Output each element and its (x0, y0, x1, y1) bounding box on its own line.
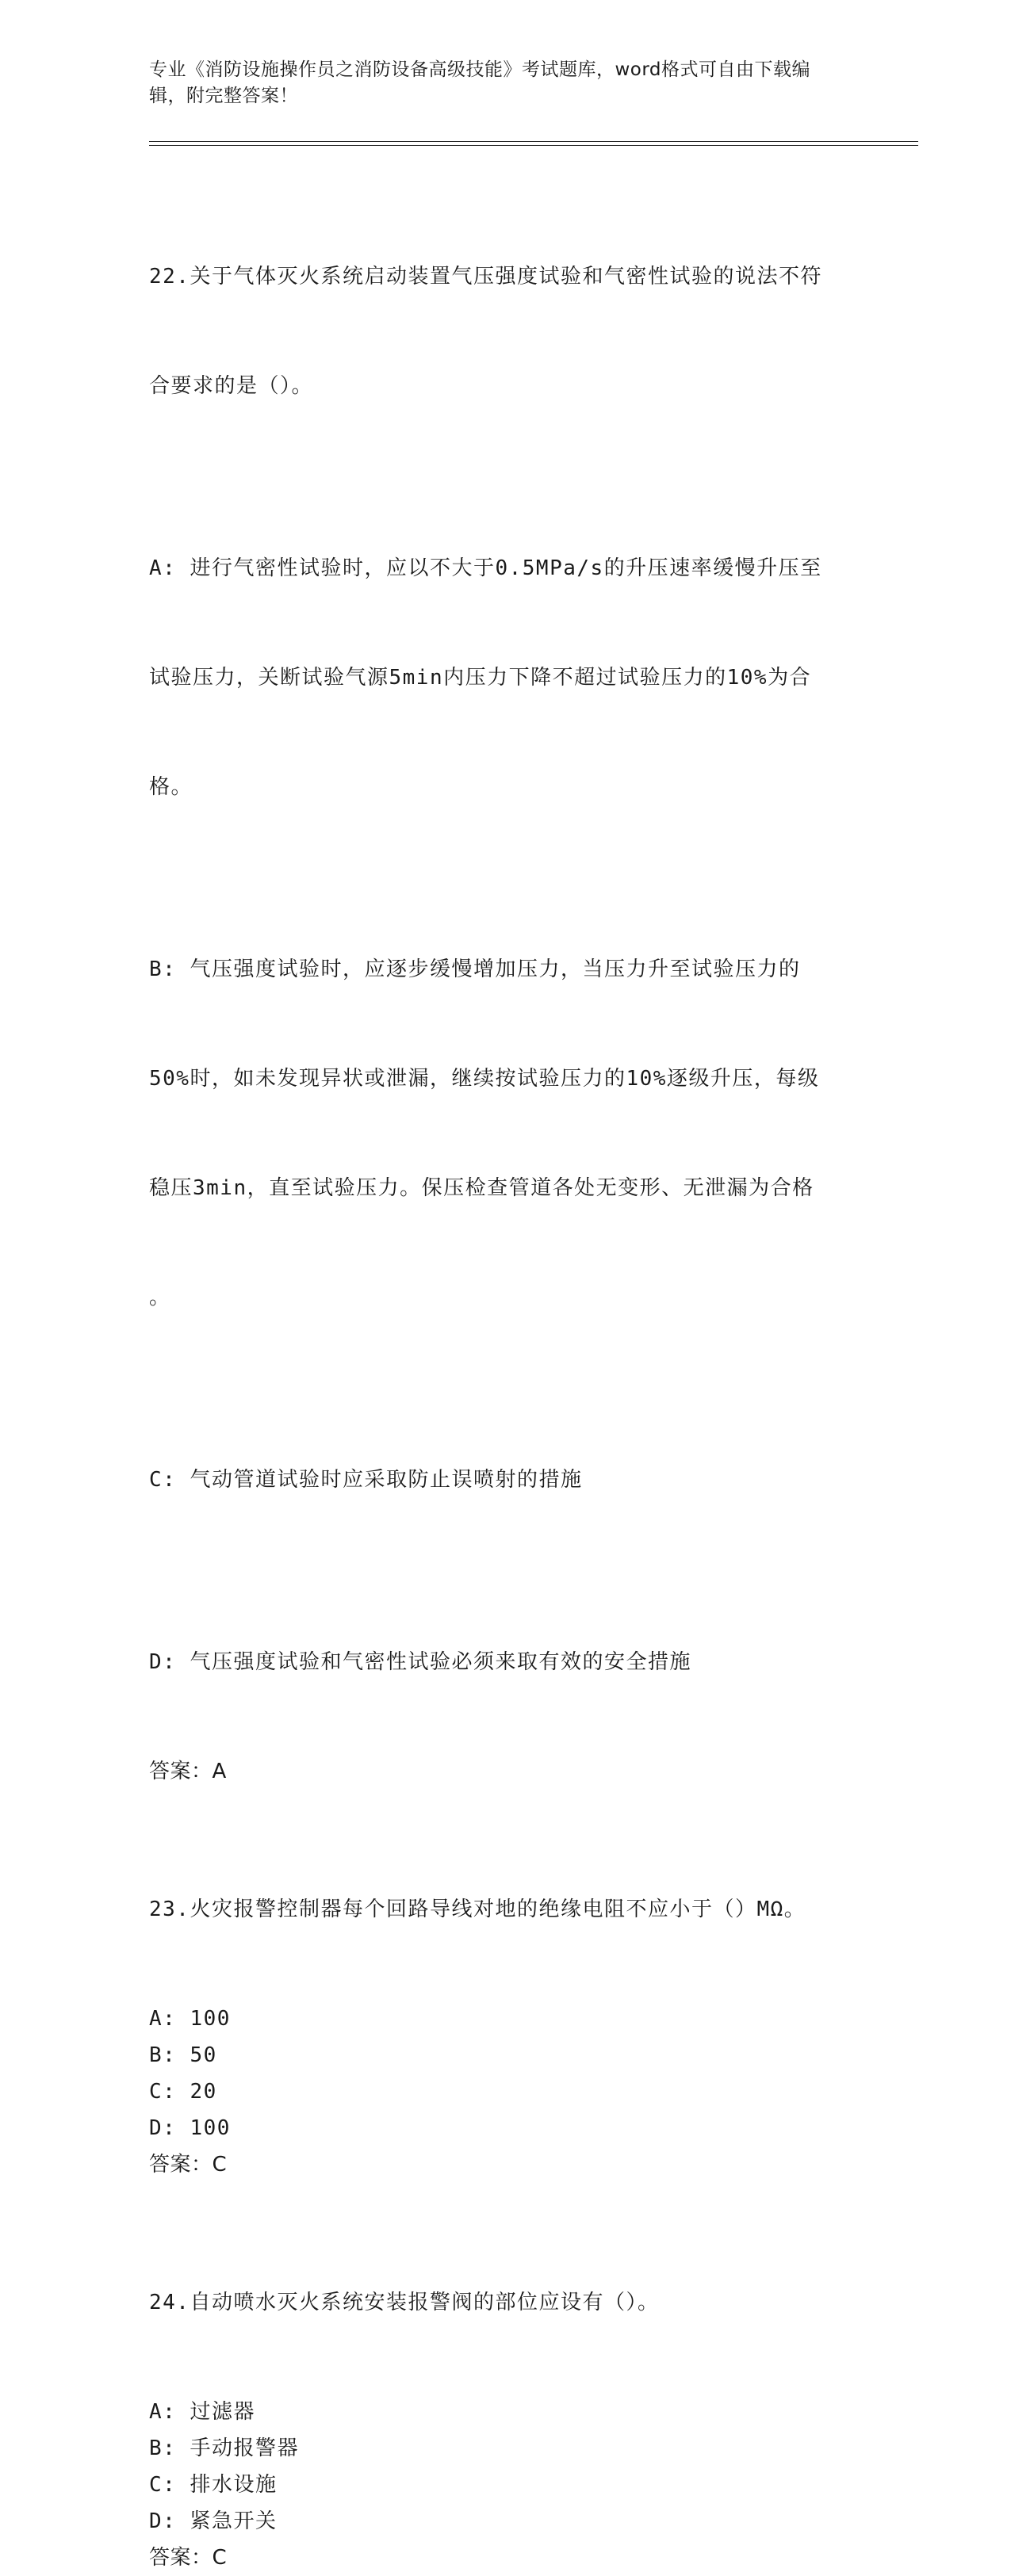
option-c: C: 20 (149, 2080, 217, 2104)
question-23 (149, 1818, 863, 2183)
option-d: D: 紧急开关 (149, 2509, 278, 2533)
question-stem: 22.关于气体灭火系统启动装置气压强度试验和气密性试验的说法不符 合要求的是（）。 (149, 265, 822, 398)
answer-label: 答案：C (149, 2546, 228, 2570)
header-rule-bottom (149, 145, 918, 146)
header-line-1: 专业《消防设施操作员之消防设备高级技能》考试题库，word格式可自由下载编 (149, 59, 811, 80)
option-b: B: 手动报警器 (149, 2436, 299, 2460)
answer-label: 答案：C (149, 2153, 228, 2177)
option-c: C: 排水设施 (149, 2473, 278, 2497)
option-c: C: 气动管道试验时应采取防止误喷射的措施 (149, 1468, 583, 1492)
question-gap (149, 1790, 863, 1818)
header-rule-top (149, 141, 918, 142)
option-d: D: 气压强度试验和气密性试验必须来取有效的安全措施 (149, 1650, 691, 1674)
question-stem: 24.自动喷水灭火系统安装报警阀的部位应设有（）。 (149, 2291, 660, 2314)
question-list (149, 185, 863, 2576)
question-24 (149, 2211, 863, 2576)
question-gap (149, 2183, 863, 2211)
option-d: D: 100 (149, 2116, 231, 2140)
option-b: B: 气压强度试验时，应逐步缓慢增加压力，当压力升至试验压力的 50%时，如未发现异状或泄漏，继续按试验压力的10%逐级升压，每级 稳压3min，直至试验压力。保压检查管道各处无变形、无泄漏为合格 。 (149, 957, 820, 1309)
option-a: A: 进行气密性试验时，应以不大于0.5MPa/s的升压速率缓慢升压至 试验压力，关断试验气源5min内压力下降不超过试验压力的10%为合 格。 (149, 556, 822, 799)
question-stem: 23.火灾报警控制器每个回路导线对地的绝缘电阻不应小于（）MΩ。 (149, 1898, 806, 1921)
document-header (149, 57, 847, 109)
answer-label: 答案：A (149, 1760, 227, 1783)
question-22 (149, 185, 863, 1790)
option-a: A: 100 (149, 2007, 231, 2031)
option-a: A: 过滤器 (149, 2400, 255, 2424)
option-b: B: 50 (149, 2043, 217, 2067)
header-line-2: 辑，附完整答案！ (149, 86, 298, 106)
